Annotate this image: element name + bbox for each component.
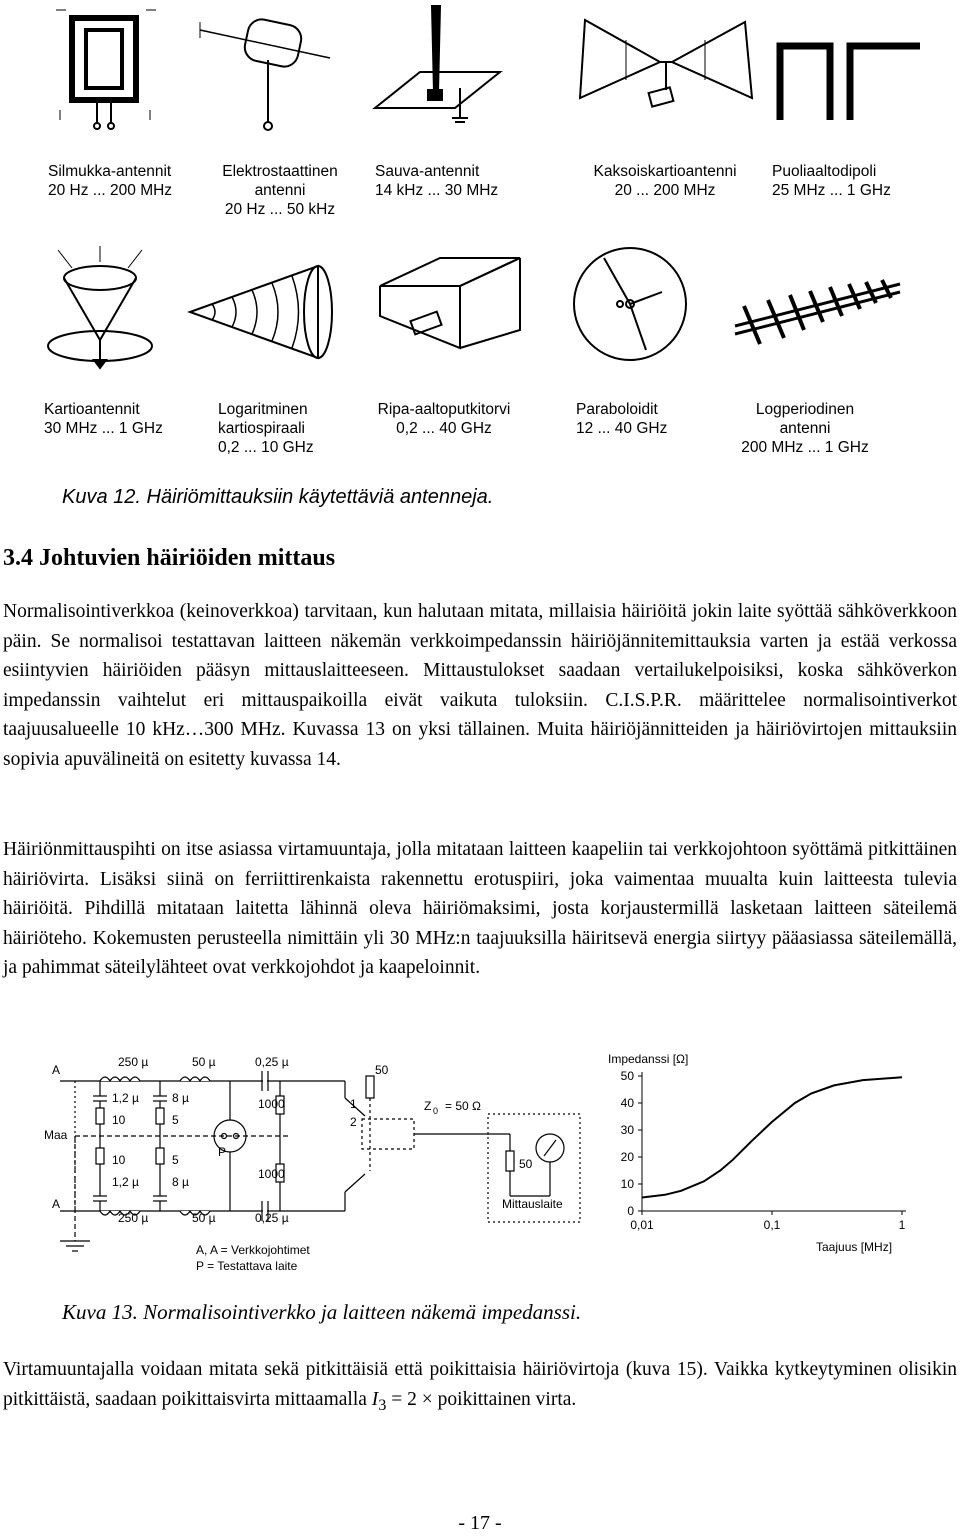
dipole-antenna-drawing — [780, 46, 920, 120]
caption-conical-antenna: Kartioantennit 30 MHz ... 1 GHz — [44, 401, 163, 437]
svg-text:50: 50 — [375, 1063, 389, 1077]
chart-y-tick-label: 20 — [620, 1150, 634, 1164]
circuit-label-p: P — [218, 1145, 227, 1159]
page-number: - 17 - — [458, 1512, 502, 1534]
legend-line-1: A, A = Verkkojohtimet — [196, 1243, 310, 1257]
svg-text:1,2 µ: 1,2 µ — [112, 1091, 139, 1105]
caption-dipole-antenna: Puoliaaltodipoli 25 MHz ... 1 GHz — [772, 163, 891, 199]
chart-title: Impedanssi [Ω] — [608, 1052, 689, 1066]
caption-biconical-antenna: Kaksoiskartioantenni 20 ... 200 MHz — [593, 163, 737, 199]
conical-antenna-drawing — [48, 246, 152, 368]
svg-text:0,25 µ: 0,25 µ — [255, 1055, 289, 1069]
current-subscript: 3 — [378, 1395, 387, 1414]
svg-text:8 µ: 8 µ — [172, 1091, 189, 1105]
caption-horn-antenna: Ripa-aaltoputkitorvi 0,2 ... 40 GHz — [377, 401, 511, 437]
caption-rod-antenna: Sauva-antennit 14 kHz ... 30 MHz — [375, 163, 499, 199]
normalization-network-circuit — [0, 1036, 590, 1286]
section-heading: 3.4 Johtuvien häiriöiden mittaus — [3, 545, 336, 571]
chart-x-tick-label: 1 — [898, 1218, 906, 1232]
chart-y-tick-label: 40 — [620, 1096, 634, 1110]
svg-text:5: 5 — [172, 1153, 179, 1167]
svg-text:50 µ: 50 µ — [192, 1055, 216, 1069]
svg-text:1000: 1000 — [258, 1097, 285, 1111]
svg-text:0: 0 — [433, 1106, 439, 1116]
figure-13-caption: Kuva 13. Normalisointiverkko ja laitteen näkemä impedanssi. — [62, 1300, 582, 1324]
chart-xlabel: Taajuus [MHz] — [816, 1240, 893, 1254]
antenna-drawings — [0, 0, 960, 400]
impedance-chart — [600, 1046, 930, 1261]
horn-antenna-drawing — [380, 258, 520, 348]
paragraph-2: Häiriönmittauspihti on itse asiassa virtamuuntaja, jolla mitataan laitteen kaapeliin tai verkkojohtoon syöttämä pitkittäinen häiriövirta. Lisäksi siinä on ferriittirenkaista rakennettu erotuspiiri, joka vaimentaa muualta kuin laitteesta tulevia häiriöitä. Pihdillä mitataan laitetta lähinnä oleva häiriömaksimi, josta korjaustermillä lasketaan laitteen säteilemä häiriöteho. Kokemusten perusteella nimittäin yli 30 MHz:n taajuuksilla häiritsevä energia siirtyy pääasiassa säteilemällä, ja pahimmat säteilylähteet ovat verkkojohdot ja kaapeloinnit. — [3, 839, 957, 978]
svg-text:250 µ: 250 µ — [118, 1055, 149, 1069]
paraboloid-antenna-drawing — [574, 248, 686, 360]
chart-y-tick-label: 30 — [620, 1123, 634, 1137]
circuit-label-a-bottom: A — [52, 1197, 61, 1211]
figure-12-caption: Kuva 12. Häiriömittauksiin käytettäviä antenneja. — [62, 486, 494, 508]
biconical-antenna-drawing — [580, 20, 752, 107]
svg-text:10: 10 — [112, 1153, 126, 1167]
chart-y-tick-label: 0 — [627, 1204, 634, 1218]
loop-antenna-drawing — [56, 10, 156, 129]
chart-x-tick-label: 0,1 — [763, 1218, 781, 1232]
svg-text:1: 1 — [350, 1097, 357, 1111]
caption-paraboloid-antenna: Paraboloidit 12 ... 40 GHz — [576, 401, 668, 437]
chart-y-tick-label: 10 — [620, 1177, 634, 1191]
svg-text:10: 10 — [112, 1113, 126, 1127]
logperiodic-antenna-drawing — [735, 280, 900, 344]
caption-loop-antenna: Silmukka-antennit 20 Hz ... 200 MHz — [48, 163, 173, 199]
svg-text:1,2 µ: 1,2 µ — [112, 1175, 139, 1189]
svg-text:5: 5 — [172, 1113, 179, 1127]
svg-text:8 µ: 8 µ — [172, 1175, 189, 1189]
svg-text:= 50 Ω: = 50 Ω — [445, 1099, 481, 1113]
caption-log-spiral-antenna: Logaritminen kartiospiraali 0,2 ... 10 GHz — [218, 401, 314, 456]
circuit-label-a-top: A — [52, 1063, 61, 1077]
svg-text:50: 50 — [519, 1157, 533, 1171]
svg-text:2: 2 — [350, 1115, 357, 1129]
chart-y-tick-label: 50 — [620, 1069, 634, 1083]
svg-text:0,25 µ: 0,25 µ — [255, 1211, 289, 1225]
caption-logperiodic-antenna: Logperiodinen antenni 200 MHz ... 1 GHz — [741, 401, 869, 456]
svg-text:Z: Z — [424, 1099, 432, 1113]
log-spiral-antenna-drawing — [190, 266, 332, 358]
paragraph-3: Virtamuuntajalla voidaan mitata sekä pitkittäisiä että poikittaisia häiriövirtoja (kuva 15). Vaikka kytkeytyminen olisikin pitkittäistä, saadaan poikittaisvirta mittaamalla $I_3 = 2$ × poikittainen virta. — [3, 1359, 957, 1414]
caption-electrostatic-antenna: Elektrostaattinen antenni 20 Hz ... 50 kHz — [222, 163, 338, 218]
paragraph-1: Normalisointiverkkoa (keinoverkkoa) tarvitaan, kun halutaan mitata, millaisia häiriöitä jokin laite syöttää sähköverkkoon päin. Se normalisoi testattavan laitteen näkemän verkkoimpedanssin häiriöjännitemittauksia varten ja estää verkossa esiintyvien häiriöiden pääsyn mittauslaitteeseen. Mittaustulokset saadaan vertailukelpoisiksi, koska sähköverkon impedanssin vaihtelut eri mittauspaikoilla eivät vaikuta tuloksiin. C.I.S.P.R. määrittelee normalisointiverkot taajuusalueelle 10 kHz…300 MHz. Kuvassa 13 on yksi tällainen. Muita häiriöjännitteiden ja häiriövirtojen mittauksiin sopivia apuvälineitä on esitetty kuvassa 14. — [3, 601, 957, 770]
current-symbol: I — [371, 1388, 379, 1410]
legend-line-2: P = Testattava laite — [196, 1259, 298, 1273]
chart-series-line — [642, 1077, 902, 1197]
svg-text:50 µ: 50 µ — [192, 1211, 216, 1225]
times-sign: × — [421, 1388, 433, 1410]
circuit-label-maa: Maa — [44, 1128, 68, 1142]
meter-label: Mittauslaite — [502, 1197, 563, 1211]
electrostatic-antenna-drawing — [200, 17, 330, 130]
svg-text:1000: 1000 — [258, 1167, 285, 1181]
svg-text:250 µ: 250 µ — [118, 1211, 149, 1225]
rod-antenna-drawing — [375, 6, 500, 122]
chart-x-tick-label: 0,01 — [630, 1218, 654, 1232]
